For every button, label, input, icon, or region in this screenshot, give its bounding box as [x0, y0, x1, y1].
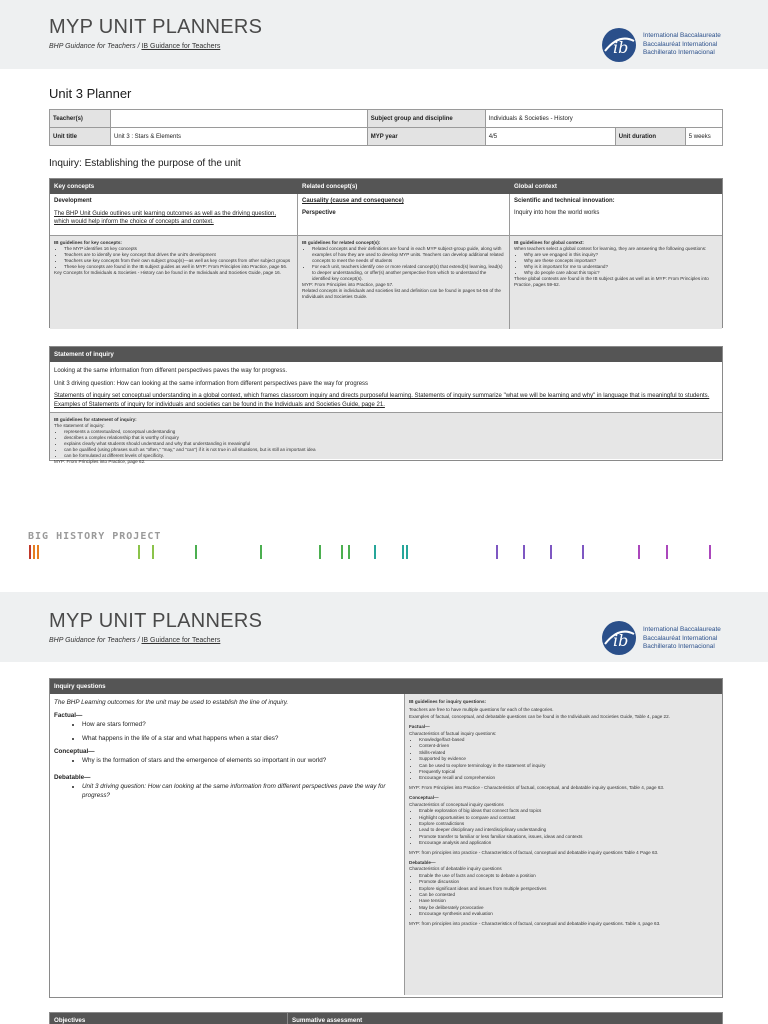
- timeline-tick: [29, 545, 31, 559]
- svg-text:ib: ib: [613, 631, 629, 650]
- summative-header: Summative assessment: [288, 1013, 722, 1024]
- timeline-tick: [406, 545, 408, 559]
- subject-label: Subject group and discipline: [367, 110, 485, 128]
- concepts-grid: [49, 178, 723, 328]
- page-header: [0, 0, 768, 69]
- unit-title-label: Unit title: [50, 128, 111, 146]
- teachers-value[interactable]: [111, 110, 368, 128]
- conceptual-question: • Why is the formation of stars and the emergence of elements so important in our world?: [82, 756, 400, 765]
- page-title-2: MYP UNIT PLANNERS: [49, 610, 263, 632]
- page-title: MYP UNIT PLANNERS: [49, 16, 263, 38]
- global-context-1: Scientific and technical innovation:: [514, 198, 615, 204]
- guide-inquiry-questions: IB guidelines for inquiry questions: Teachers are free to have multiple questions for each of the categories. Examples of factual, conceptual, and debatable questions can be found in the Individuals and Societies Guide, Table 4, page 22. Factual— Characteristics of factual inquiry questions: • Knowledge/fact-based • Content-driven • Skills-related • Supported by evidence • Can be used to explore terminology in the statement of inquiry • Frequently topical • Encourage recall and comprehension MYP: From Principles into Practice - Characteristics of factual, conceptual, and debatable inquiry questions, Table 4, page 63. Conceptual— Characteristics of conceptual inquiry questions • Enable exploration of big ideas that connect facts and topics • Highlight opportunities to compare and contrast • Explore contradictions • Lead to deeper disciplinary and interdisciplinary understanding • Promote transfer to familiar or less familiar situations, issues, ideas and contexts • Encourage analysis and application MYP: from principles into practice - Characteristics of factual, conceptual and debatable inquiry questions Table 4 Page 63. Debatable— Characteristics of debatable inquiry questions • Enable the use of facts and concepts to debate a position • Promote discussion • Explore significant ideas and issues from multiple perspectives • Can be contested • Have tension • May be deliberately provocative • Encourage synthesis and evaluation MYP: from principles into practice - Characteristics of factual, conceptual and debatable inquiry questions. Table 4, page 63.: [405, 694, 722, 995]
- statement-header: Statement of inquiry: [50, 347, 722, 362]
- svg-text:ib: ib: [613, 38, 629, 57]
- guidance-link-2[interactable]: IB Guidance for Teachers: [141, 637, 221, 644]
- timeline-tick: [666, 545, 668, 559]
- timeline-tick: [260, 545, 262, 559]
- guide-global-context: IB guidelines for global context: When teachers select a global context for learning, they are answering the following questions: • Why are we engaged in this inquiry? • Why are these concepts important? • Why is it important for me to understand? • Why do people care about this topic? These global contexts are found in the IB subject guides as well as in MYP: From Principles into Practice, pages 59-62.: [510, 236, 722, 329]
- objectives-grid: [49, 1012, 723, 1024]
- timeline-tick: [374, 545, 376, 559]
- myp-year-value[interactable]: 4/5: [485, 128, 615, 146]
- guide-statement: IB guidelines for statement of inquiry: The statement of inquiry: • represents a contextualized, conceptual understanding • describes a complex relationship that is worthy of inquiry • explains clearly what students should understand and why that understanding is meaningful • can be qualified (using phrases such as "often," "may," and "can") if it is not true in all situations, but is still an important idea • can be formulated at different levels of specificity. MYP: From Principles into Practice, page 62.: [50, 413, 722, 459]
- inquiry-heading: Inquiry: Establishing the purpose of the unit: [49, 158, 241, 169]
- debatable-question: • Unit 3 driving question: How can looking at the same information from different perspectives pave the way for progress?: [82, 782, 400, 800]
- timeline-tick: [195, 545, 197, 559]
- timeline-tick: [402, 545, 404, 559]
- timeline-tick: [496, 545, 498, 559]
- statement-line-1: Looking at the same information from different perspectives paves the way for progress.: [54, 368, 288, 374]
- key-concept-value: Development: [54, 198, 92, 204]
- related-concepts-header: Related concept(s): [298, 179, 510, 194]
- inquiry-questions-cell[interactable]: The BHP Learning outcomes for the unit may be used to establish the line of inquiry. Factual— • How are stars formed? • What happens in the life of a star and what happens when a star dies? Conceptual— • Why is the formation of stars and the emergence of elements so important in our world? Debatable— • Unit 3 driving question: How can looking at the same information from different perspectives pave the way for progress?: [50, 694, 405, 995]
- ib-logo-icon-2: [601, 620, 637, 656]
- page-header-2: [0, 592, 768, 662]
- inquiry-questions-header: Inquiry questions: [50, 679, 722, 694]
- unit-heading: Unit 3 Planner: [49, 86, 132, 101]
- guide-key-concepts: IB guidelines for key concepts: • The MYP identifies 16 key concepts • Teachers are to identify one key concept that drives the unit's development • Teachers use key concepts from their own subject group(s)—as well as key concepts from other subject groups • These key concepts are found in the IB subject guides as well in MYP: From Principles into Practice, page 56. Key Concepts for Individuals & Societies - History can be found in the Individuals and Societies Guide, page 16.: [50, 236, 298, 329]
- global-context-cell[interactable]: [510, 194, 722, 235]
- statement-grid: [49, 346, 723, 464]
- statement-line-2: Unit 3 driving question: How can looking at the same information from different perspectives pave the way for progress: [54, 381, 369, 387]
- related-concept-2: Perspective: [302, 210, 336, 216]
- timeline-tick: [550, 545, 552, 559]
- statement-cell[interactable]: [50, 362, 722, 413]
- guidance-link[interactable]: IB Guidance for Teachers: [141, 43, 221, 50]
- factual-question: • How are stars formed?: [82, 720, 400, 729]
- global-context-2: Inquiry into how the world works: [514, 210, 600, 216]
- timeline-tick: [582, 545, 584, 559]
- unit-meta-table: [49, 109, 723, 146]
- timeline-tick: [138, 545, 140, 559]
- factual-question: • What happens in the life of a star and what happens when a star dies?: [82, 734, 400, 743]
- timeline-tick: [638, 545, 640, 559]
- duration-value[interactable]: 5 weeks: [685, 128, 722, 146]
- timeline-tick: [37, 545, 39, 559]
- timeline-tick: [709, 545, 711, 559]
- unit-title-value[interactable]: Unit 3 : Stars & Elements: [111, 128, 368, 146]
- ib-logo-icon: [601, 27, 637, 63]
- ib-wordmark: International Baccalaureate Baccalauréat International Bachillerato Internacional: [643, 32, 721, 57]
- duration-label: Unit duration: [615, 128, 685, 146]
- timeline-tick: [33, 545, 35, 559]
- statement-line-3: Statements of inquiry set conceptual understanding in a global context, which frames classroom inquiry and directs purposeful learning. Statements of inquiry summarize "what we will be learning and why" in language that is meaningful to students. Examples of Statements of inquiry for individuals and societies can be found in the Individuals and Societies Guide, page 21.: [54, 393, 710, 408]
- myp-year-label: MYP year: [367, 128, 485, 146]
- timeline-tick: [348, 545, 350, 559]
- objectives-header: Objectives: [50, 1013, 288, 1024]
- page-subtitle-2: BHP Guidance for Teachers / IB Guidance for Teachers: [49, 637, 221, 644]
- related-concept-cell[interactable]: [298, 194, 510, 235]
- related-concept-1: Causality (cause and consequence): [302, 198, 404, 204]
- teachers-label: Teacher(s): [50, 110, 111, 128]
- key-concept-cell[interactable]: [50, 194, 298, 235]
- key-concept-note: The BHP Unit Guide outlines unit learning outcomes as well as the driving question, which would help inform the choice of concepts and context.: [54, 211, 277, 225]
- guide-related-concepts: IB guidelines for related concept(s): • Related concepts and their definitions are found in each MYP subject-group guide, along with examples of how they are used to develop MYP units. Teachers can develop additional related concepts to meet the needs of students • For each unit, teachers identify one or more related concept(s) that extend(s) learning, lead(s) to deeper understanding, or offer(s) another perspective from which to understand the identified key concept(s). MYP: From Principles into Practice, page 57. Related concepts in individuals and societies list and definition can be found in pages 54-56 of the Individuals and Societies Guide.: [298, 236, 510, 329]
- inquiry-questions-grid: [49, 678, 723, 998]
- timeline-tick: [152, 545, 154, 559]
- page-subtitle: BHP Guidance for Teachers / IB Guidance for Teachers: [49, 43, 221, 50]
- timeline-tick: [523, 545, 525, 559]
- subject-value[interactable]: Individuals & Societies - History: [485, 110, 722, 128]
- timeline-tick: [341, 545, 343, 559]
- timeline-tick: [319, 545, 321, 559]
- ib-wordmark-2: International Baccalaureate Baccalauréat International Bachillerato Internacional: [643, 626, 721, 651]
- key-concepts-header: Key concepts: [50, 179, 298, 194]
- global-context-header: Global context: [510, 179, 722, 194]
- bhp-logo-text: BIG HISTORY PROJECT: [28, 531, 162, 542]
